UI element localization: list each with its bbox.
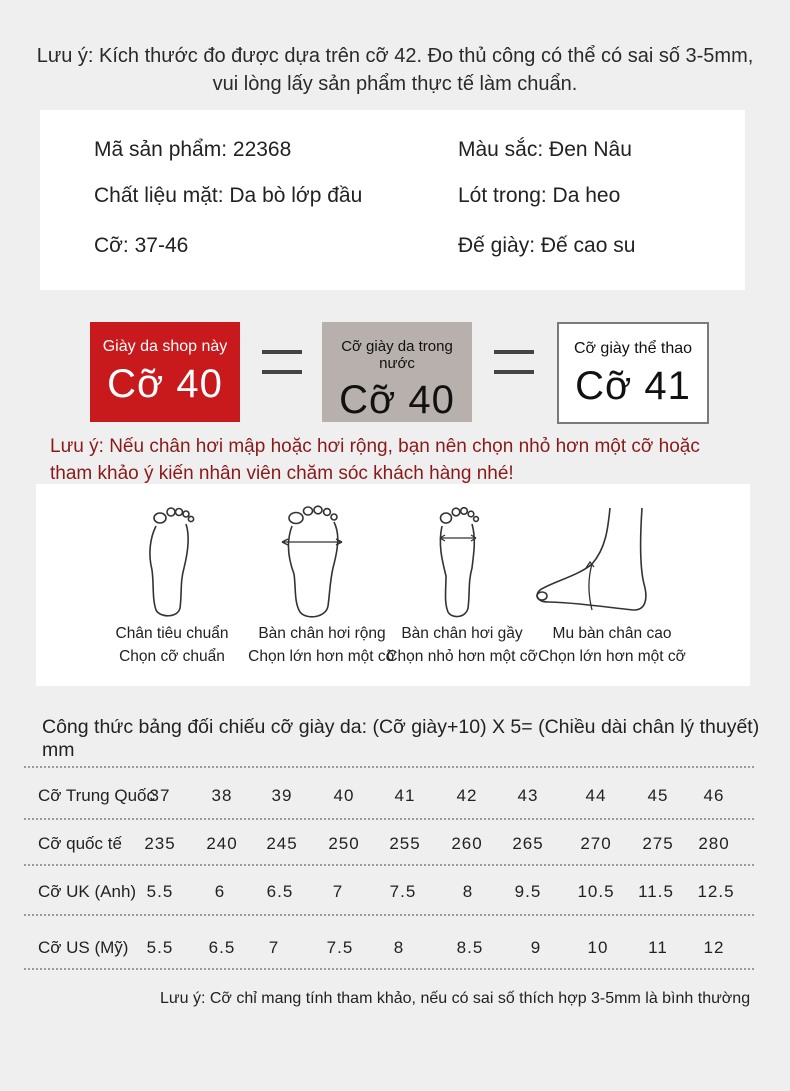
table-cell: 8 [462, 882, 474, 901]
table-cell: 10.5 [577, 882, 615, 901]
table-cell: 6.5 [266, 882, 294, 901]
table-cell: 8 [393, 938, 405, 957]
equals-sign [262, 350, 302, 374]
table-cell: 45 [647, 786, 669, 805]
fit-warning: Lưu ý: Nếu chân hơi mập hoặc hơi rộng, bạn nên chọn nhỏ hơn một cỡ hoặc tham khảo ý kiến nhân viên chăm sóc khách hàng nhé! [50, 436, 700, 484]
measurement-note-line1: Lưu ý: Kích thước đo được dựa trên cỡ 42. Đo thủ công có thể có sai số 3-5mm, [36, 45, 754, 67]
table-cell: 12.5 [697, 882, 735, 901]
shop-size-value: Cỡ 40 [107, 362, 223, 406]
sport-size-value: Cỡ 41 [575, 364, 691, 408]
foot-advice-label: Chọn nhỏ hơn một cỡ [386, 648, 538, 665]
domestic-size-label: Cỡ giày da trong nước [341, 338, 453, 372]
table-cell: 40 [333, 786, 355, 805]
table-divider [24, 766, 754, 768]
table-cell: 6 [214, 882, 226, 901]
table-cell: 44 [585, 786, 607, 805]
table-cell: 8.5 [456, 938, 484, 957]
sole-material: Đế giày: Đế cao su [458, 234, 636, 257]
shop-size-label: Giày da shop này [102, 338, 228, 355]
reference-note: Lưu ý: Cỡ chỉ mang tính tham khảo, nếu có sai số thích hợp 3-5mm là bình thường [160, 990, 751, 1007]
table-divider [24, 818, 754, 820]
measurement-note-line2: vui lòng lấy sản phẩm thực tế làm chuẩn. [212, 73, 578, 95]
shop-size-box [90, 322, 240, 422]
row-label-china: Cỡ Trung Quốc [38, 786, 155, 805]
table-cell: 11 [648, 938, 668, 957]
table-cell: 7.5 [326, 938, 354, 957]
sport-size-box [557, 322, 709, 424]
table-cell: 43 [517, 786, 539, 805]
table-cell: 265 [512, 834, 544, 853]
upper-material: Chất liệu mặt: Da bò lớp đầu [94, 184, 363, 207]
table-cell: 38 [211, 786, 233, 805]
domestic-size-value: Cỡ 40 [339, 378, 455, 422]
table-cell: 235 [144, 834, 176, 853]
table-cell: 7 [332, 882, 344, 901]
foot-type-label: Chân tiêu chuẩn [115, 625, 229, 642]
table-cell: 5.5 [146, 938, 174, 957]
table-divider [24, 968, 754, 970]
product-spec-panel [40, 110, 745, 290]
product-color: Màu sắc: Đen Nâu [458, 138, 632, 161]
table-divider [24, 914, 754, 916]
table-cell: 11.5 [638, 882, 674, 901]
table-cell: 42 [456, 786, 478, 805]
product-code: Mã sản phẩm: 22368 [94, 138, 292, 161]
foot-type-label: Bàn chân hơi gầy [401, 625, 523, 642]
foot-advice-label: Chọn lớn hơn một cỡ [538, 648, 686, 665]
table-cell: 10 [587, 938, 609, 957]
sport-size-label: Cỡ giày thể thao [573, 340, 693, 357]
table-cell: 270 [580, 834, 612, 853]
table-cell: 5.5 [146, 882, 174, 901]
table-cell: 260 [451, 834, 483, 853]
table-cell: 46 [703, 786, 725, 805]
foot-type-label: Bàn chân hơi rộng [258, 625, 386, 642]
domestic-size-box [322, 322, 472, 422]
row-label-us: Cỡ US (Mỹ) [38, 938, 129, 957]
foot-caption-high-instep [522, 622, 702, 668]
high-instep-foot-icon [522, 498, 702, 618]
table-cell: 275 [642, 834, 674, 853]
foot-type-label: Mu bàn chân cao [552, 625, 672, 642]
table-cell: 9 [530, 938, 542, 957]
row-label-uk: Cỡ UK (Anh) [38, 882, 137, 901]
equals-sign [494, 350, 534, 374]
table-cell: 41 [394, 786, 416, 805]
measurement-note [0, 42, 790, 98]
table-cell: 37 [149, 786, 171, 805]
foot-advice-label: Chọn cỡ chuẩn [119, 648, 225, 665]
table-cell: 245 [266, 834, 298, 853]
size-range: Cỡ: 37-46 [94, 234, 189, 257]
table-cell: 240 [206, 834, 238, 853]
table-cell: 255 [389, 834, 421, 853]
lining-material: Lót trong: Da heo [458, 184, 621, 207]
table-cell: 39 [271, 786, 293, 805]
foot-type-panel [36, 484, 750, 686]
table-divider [24, 864, 754, 866]
table-cell: 280 [698, 834, 730, 853]
size-formula: Công thức bảng đối chiếu cỡ giày da: (Cỡ giày+10) X 5= (Chiều dài chân lý thuyết) mm [42, 716, 760, 761]
table-cell: 7.5 [389, 882, 417, 901]
table-cell: 6.5 [208, 938, 236, 957]
foot-advice-label: Chọn lớn hơn một cỡ [248, 648, 396, 665]
table-cell: 250 [328, 834, 360, 853]
table-cell: 12 [703, 938, 725, 957]
table-cell: 9.5 [514, 882, 542, 901]
table-cell: 7 [268, 938, 280, 957]
row-label-international: Cỡ quốc tế [38, 834, 122, 853]
